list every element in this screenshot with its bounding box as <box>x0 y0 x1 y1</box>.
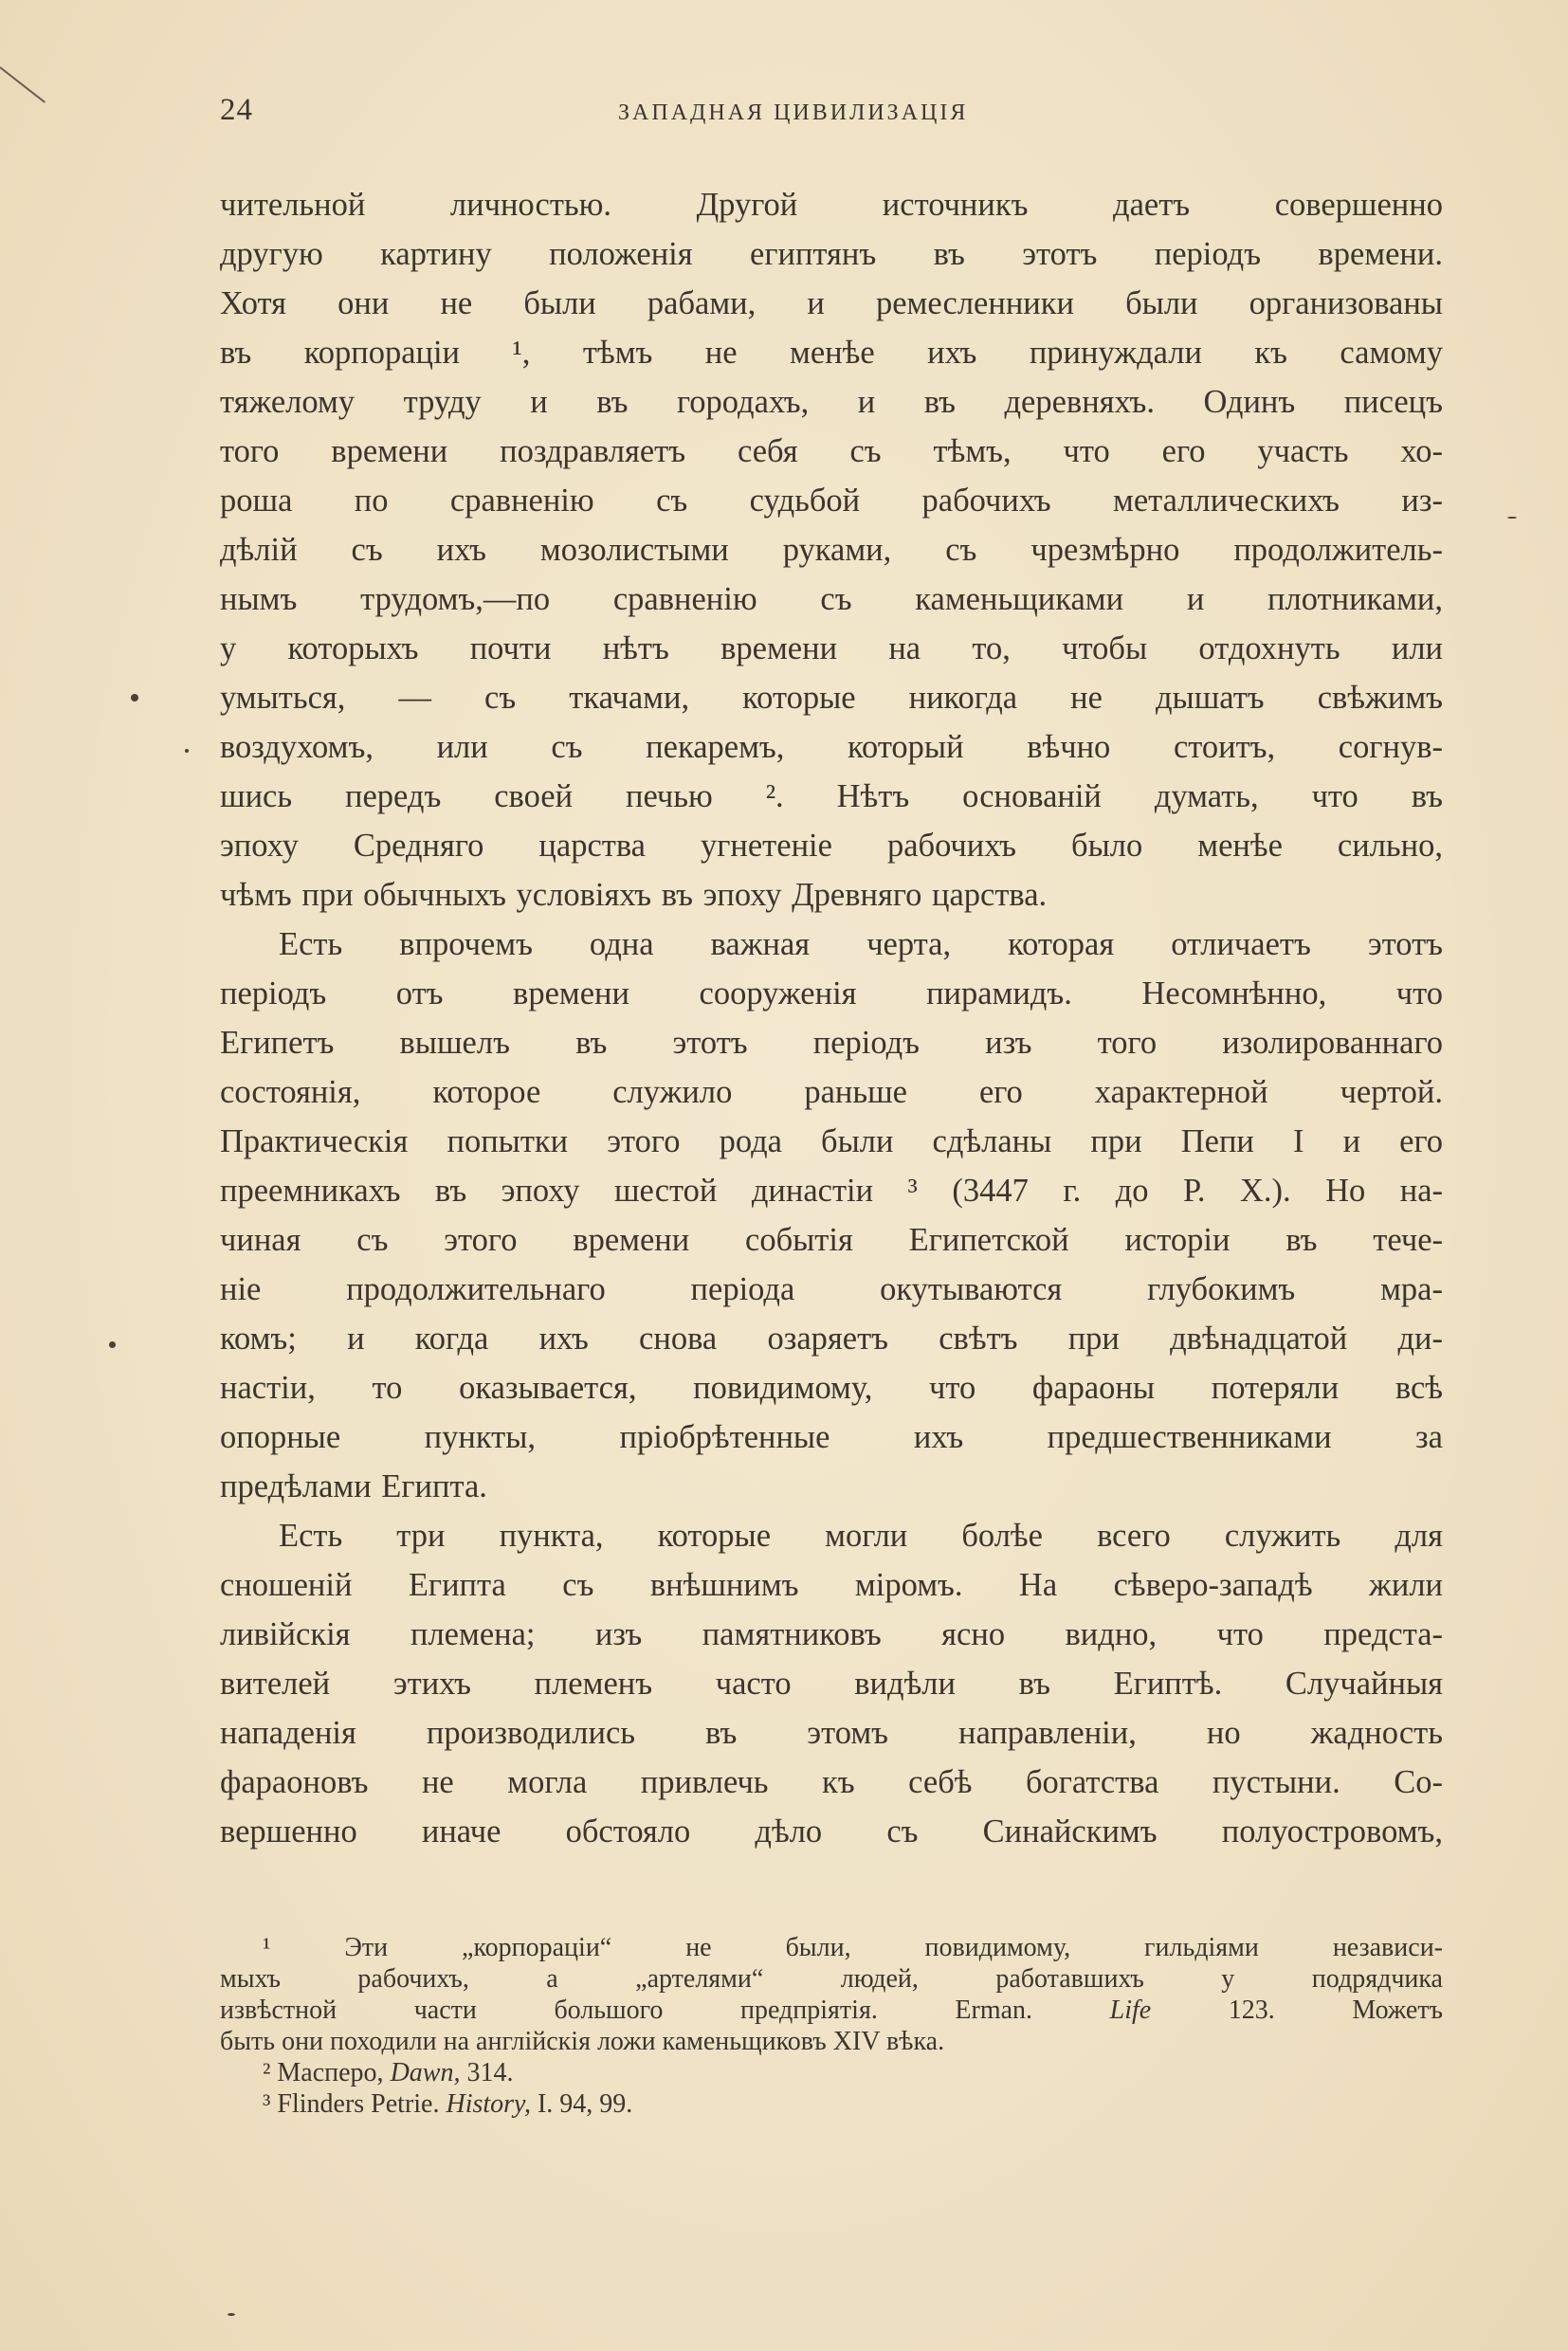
footnote-1-text: извѣстной части большого предпріятія. Erman. <box>220 1996 1110 2025</box>
text-line: сношеній Египта съ внѣшнимъ міромъ. На сѣверо-западѣ жили <box>220 1567 1443 1603</box>
footnote-2 <box>220 2057 1443 2088</box>
text-line: вершенно иначе обстояло дѣло съ Синайскимъ полуостровомъ, <box>220 1813 1443 1850</box>
footnote-2-text: ² Масперо, <box>263 2058 391 2087</box>
footnote-3-text: I. 94, 99. <box>530 2089 633 2119</box>
text-line: воздухомъ, или съ пекаремъ, который вѣчно стоитъ, согнув- <box>220 729 1443 765</box>
text-line: въ корпораціи ¹, тѣмъ не менѣе ихъ принуждали къ самому <box>220 335 1443 371</box>
ink-speck <box>1507 517 1517 519</box>
ink-speck <box>185 749 189 753</box>
text-line: у которыхъ почти нѣтъ времени на то, чтобы отдохнуть или <box>220 630 1443 666</box>
running-title: ЗАПАДНАЯ ЦИВИЛИЗАЦІЯ <box>618 100 969 125</box>
footnote-2-book-title: Dawn, <box>390 2058 461 2087</box>
text-line: чѣмъ при обычныхъ условіяхъ въ эпоху Древняго царства. <box>220 877 1048 913</box>
ink-speck <box>228 2313 235 2316</box>
body-text <box>220 180 1443 1856</box>
footnote-2-text: 314. <box>460 2058 514 2087</box>
text-line: дѣлій съ ихъ мозолистыми руками, съ чрезмѣрно продолжитель- <box>220 532 1443 568</box>
footnote-1-line <box>220 1995 1443 2026</box>
footnotes <box>220 1932 1443 2120</box>
text-line: Есть впрочемъ одна важная черта, которая отличаетъ этотъ <box>279 926 1443 962</box>
text-line: нападенія производились въ этомъ направленіи, но жадность <box>220 1715 1443 1751</box>
page-header <box>220 93 1443 140</box>
footnote-1-line: быть они походили на англійскія ложи каменьщиковъ XIV вѣка. <box>220 2027 945 2056</box>
text-line: Хотя они не были рабами, и ремесленники были организованы <box>220 285 1443 321</box>
footnote-1-book-title: Life <box>1109 1996 1152 2025</box>
ink-speck <box>109 1341 116 1348</box>
footnote-3 <box>220 2088 1443 2120</box>
text-line: Есть три пункта, которые могли болѣе всего служить для <box>279 1518 1443 1554</box>
text-line: опорные пункты, пріобрѣтенные ихъ предшественниками за <box>220 1419 1443 1455</box>
text-line: настіи, то оказывается, повидимому, что фараоны потеряли всѣ <box>220 1370 1443 1406</box>
text-line: комъ; и когда ихъ снова озаряетъ свѣтъ при двѣнадцатой ди- <box>220 1321 1443 1357</box>
footnote-3-book-title: History, <box>446 2089 531 2119</box>
text-line: Практическія попытки этого рода были сдѣланы при Пепи I и его <box>220 1123 1443 1159</box>
text-line: вителей этихъ племенъ часто видѣли въ Египтѣ. Случайныя <box>220 1666 1443 1702</box>
ink-speck <box>131 694 138 702</box>
text-line: нымъ трудомъ,—по сравненію съ каменьщиками и плотниками, <box>220 581 1443 617</box>
footnote-1-line: ¹ Эти „корпораціи“ не были, повидимому, гильдіями независи- <box>263 1933 1443 1962</box>
text-line: преемникахъ въ эпоху шестой династіи ³ (3447 г. до Р. Х.). Но на- <box>220 1173 1443 1209</box>
corner-mark <box>0 66 46 103</box>
text-line: чительной личностью. Другой источникъ даетъ совершенно <box>220 187 1443 223</box>
text-line: фараоновъ не могла привлечь къ себѣ богатства пустыни. Со- <box>220 1764 1443 1800</box>
text-line: предѣлами Египта. <box>220 1468 487 1504</box>
text-line: другую картину положенія египтянъ въ этотъ періодъ времени. <box>220 236 1443 272</box>
text-line: умыться, — съ ткачами, которые никогда не дышатъ свѣжимъ <box>220 680 1443 716</box>
footnote-1-text: 123. Можетъ <box>1151 1996 1444 2025</box>
text-line: чиная съ этого времени событія Египетской исторіи въ тече- <box>220 1222 1443 1258</box>
text-line: состоянія, которое служило раньше его характерной чертой. <box>220 1074 1443 1110</box>
text-line: тяжелому труду и въ городахъ, и въ деревняхъ. Одинъ писецъ <box>220 384 1443 420</box>
footnote-3-text: ³ Flinders Petrie. <box>263 2089 447 2119</box>
text-line: того времени поздравляетъ себя съ тѣмъ, что его участь хо- <box>220 433 1443 469</box>
text-line: эпоху Средняго царства угнетеніе рабочихъ было менѣе сильно, <box>220 828 1443 864</box>
text-line: ніе продолжительнаго періода окутываются глубокимъ мра- <box>220 1271 1443 1307</box>
page-number: 24 <box>220 93 253 127</box>
text-line: роша по сравненію съ судьбой рабочихъ металлическихъ из- <box>220 483 1443 519</box>
text-line: Египетъ вышелъ въ этотъ періодъ изъ того изолированнаго <box>220 1025 1443 1061</box>
text-line: ливійскія племена; изъ памятниковъ ясно видно, что предста- <box>220 1616 1443 1652</box>
text-line: шись передъ своей печью ². Нѣтъ основаній думать, что въ <box>220 778 1443 814</box>
text-line: періодъ отъ времени сооруженія пирамидъ. Несомнѣнно, что <box>220 975 1443 1011</box>
footnote-1-line: мыхъ рабочихъ, а „артелями“ людей, работавшихъ у подрядчика <box>220 1964 1443 1994</box>
